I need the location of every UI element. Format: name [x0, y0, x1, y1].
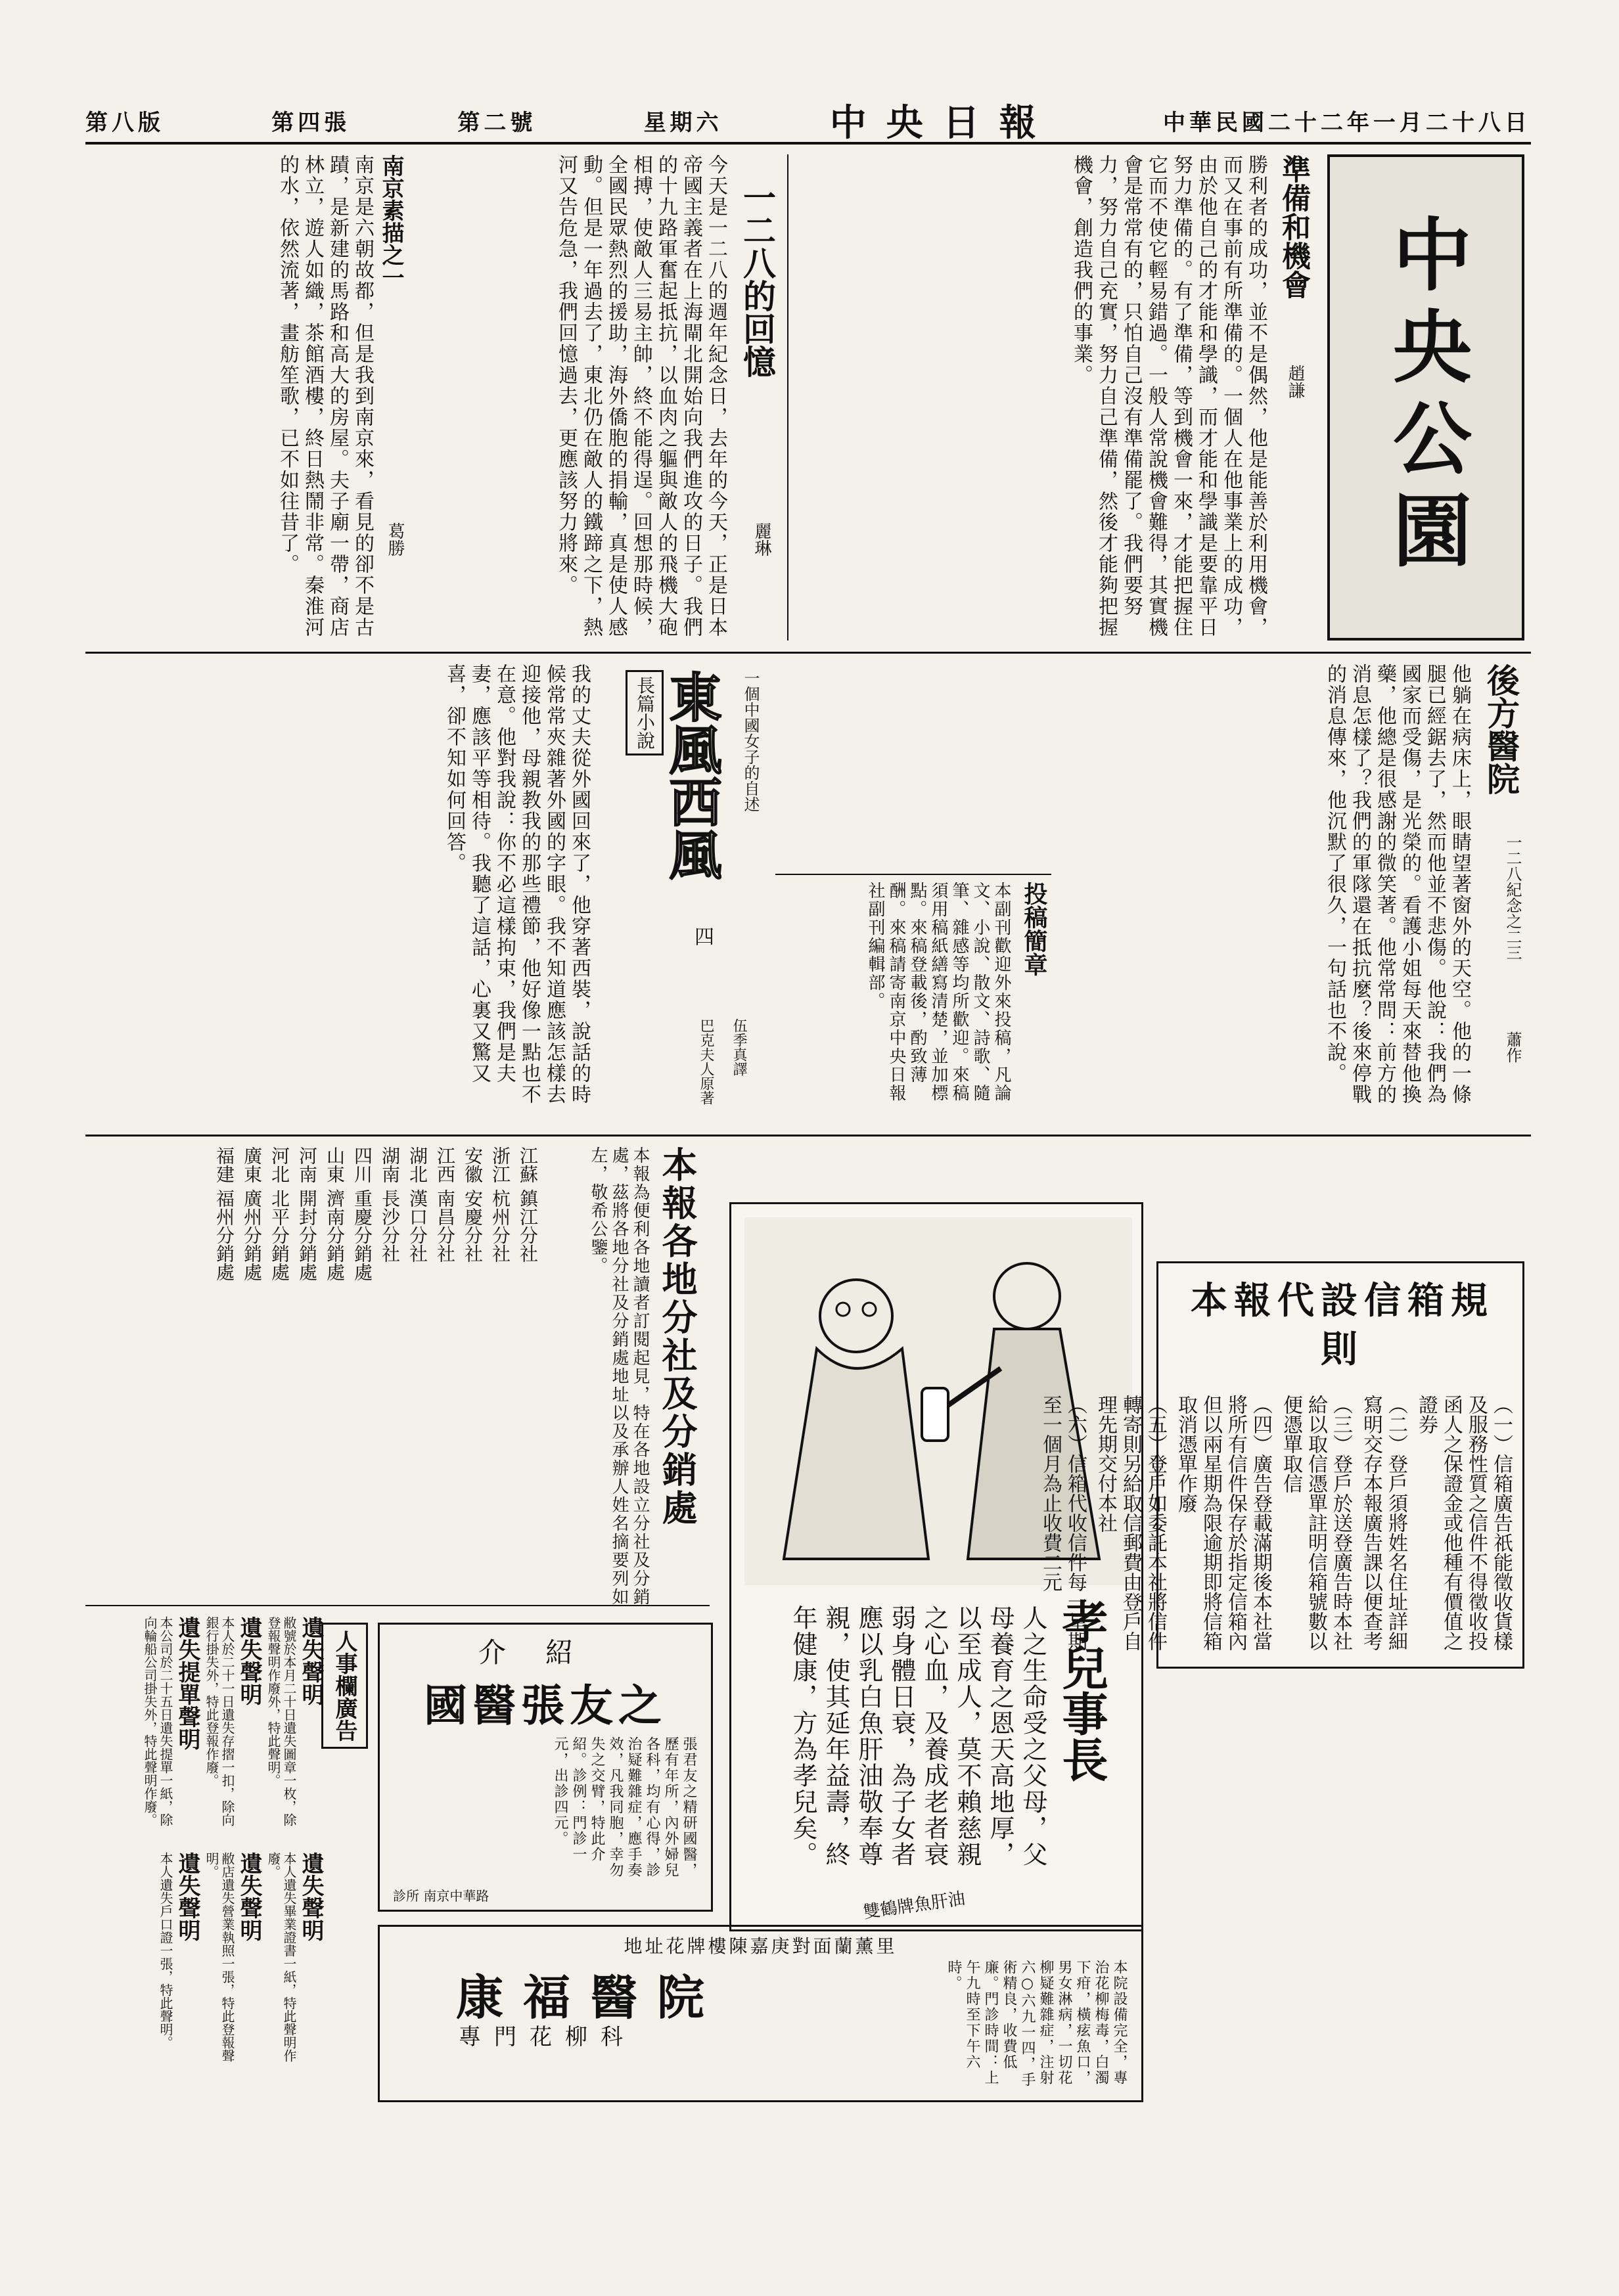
medicine-ad-title: 孝兒事長 — [1055, 1598, 1109, 1782]
novel-part: 四 — [691, 926, 714, 946]
clinic-address: 地址花牌樓陳嘉庚對面蘭薰里 — [624, 1935, 898, 1957]
classified-items — [92, 1616, 322, 2082]
article-title: 一二八的回憶 — [738, 181, 777, 378]
classified-text: 本人遺失畢業證書一紙，特此聲明作廢。 — [265, 1852, 297, 2062]
classified-text: 本公司於二十五日遺失提單一紙，除向輪船公司掛失外，特此聲明作廢。 — [142, 1616, 173, 1826]
novel-author: 巴克夫人原著 — [698, 1018, 714, 1105]
doctor-ad-heading: 介紹 — [478, 1636, 612, 1669]
classified-title: 遺失聲明 — [298, 1616, 324, 1705]
classified-title: 遺失聲明 — [236, 1852, 262, 1941]
article-body: 南京是六朝故都，但是我到南京來，看見的卻不是古蹟，是新建的馬路和高大的房屋。夫子廟一帶，商店林立，遊人如織，茶館酒樓，終日熱鬧非常。秦淮河的水，依然流著，畫舫笙歌，已不如往昔了。 — [276, 154, 374, 638]
classified-text: 敝號於本月二十日遺失圖章一枚，除登報聲明作廢外，特此聲明。 — [265, 1616, 297, 1826]
classified-item — [204, 1616, 260, 1839]
novel-subtitle: 一個中國女子的自述 — [741, 670, 760, 812]
mailbox-rule: （四）廣告登載滿期後本社當將所有信件保存於指定信箱內但以兩星期為限逾期即將信箱取消憑單作廢 — [1174, 1395, 1272, 1651]
novel-title: 東風西風 — [660, 670, 722, 880]
classified-title: 遺失聲明 — [174, 1852, 200, 1941]
article-title: 準備和機會 — [1277, 154, 1310, 299]
classified-text: 本人遺失戶口證一張，特此聲明。 — [158, 1852, 173, 2049]
notice-title: 投稿簡章 — [1020, 882, 1048, 976]
mailbox-rule: （五）登戶如委託本社將信件轉寄則另給取信郵費由登戶自理先期交付本社 — [1094, 1395, 1167, 1651]
article-author: 葛勝 — [385, 522, 405, 556]
mailbox-rule: （三）登戶於送登廣告時本社給以取信憑單註明信箱號數以便憑單取信 — [1279, 1395, 1352, 1651]
mailbox-rules-list — [1039, 1395, 1513, 1657]
park-title-box — [1327, 154, 1524, 641]
medicine-ad-caption: 雙鶴牌魚肝油 — [862, 1889, 967, 1923]
classified-title: 遺失提單聲明 — [174, 1616, 200, 1750]
clinic-ad — [378, 1925, 1143, 2102]
clinic-title: 康福醫院 — [455, 1970, 724, 2025]
branch-row: 四川 重慶分銷處 — [352, 1146, 373, 1281]
hospital-story — [1064, 664, 1524, 1123]
branch-row: 山東 濟南分銷處 — [324, 1146, 346, 1281]
branch-row: 江蘇 鎮江分社 — [517, 1146, 539, 1263]
story-title: 後方醫院 — [1482, 664, 1520, 795]
mailbox-title: 本報代設信箱規則 — [1191, 1279, 1494, 1371]
branch-row: 湖南 長沙分社 — [379, 1146, 401, 1263]
middle-section — [85, 657, 1531, 1137]
article-preparation — [802, 154, 1314, 641]
branches-rows — [92, 1146, 539, 1600]
article-body: 勝利者的成功，並不是偶然，他是能善於利用機會，而又在事前有所準備的。一個人在他事業上的成功，由於他自己的才能和學識，而才能和學識是要靠平日努力準備的。有了準備，等到機會一來，才能把握住它而不使它輕易錯過。一般人常說機會難得，其實機會是常常有的，只怕自己沒有準備罷了。我們要努力，努力自己充實，努力自己準備，然後才能夠把握機會，創造我們的事業。 — [1070, 154, 1267, 638]
classified-item — [265, 1852, 322, 2075]
clinic-text: 本院設備完全，專治花柳梅毒，白濁下疳，橫痃魚口，男女淋病，一切花柳疑難雜症，注射六○六九一四，手術精良，收費低廉。門診時間：上午九時至下午六時。 — [946, 1960, 1128, 2088]
doctor-ad-address: 診所 南京中華路 — [393, 1888, 490, 1904]
classified-text: 本人於二十一日遺失存摺一扣，除向銀行掛失外，特此登報作廢。 — [204, 1616, 235, 1826]
article-title: 南京素描之一 — [378, 154, 404, 288]
serial-novel — [99, 664, 762, 1123]
park-title: 中央公園 — [1380, 214, 1472, 581]
classifieds — [85, 1616, 368, 2089]
mailbox-rule: （一）信箱廣告祇能徵收貨樣及服務性質之信件不得徵收投函人之保證金或他種有價值之證券 — [1415, 1395, 1513, 1651]
article-author: 趙謙 — [1285, 365, 1305, 399]
mailbox-rule: （二）登戶須將姓名住址詳細寫明交存本報廣告課以便查考 — [1359, 1395, 1407, 1651]
branch-row: 河北 北平分銷處 — [269, 1146, 290, 1281]
story-subtitle: 一二八紀念之二三 — [1503, 834, 1522, 960]
branch-row: 江西 南昌分社 — [434, 1146, 456, 1263]
story-author: 蕭作 — [1503, 1031, 1522, 1063]
page-number: 第八版 — [85, 109, 164, 136]
classified-item — [142, 1616, 198, 1839]
branch-row: 安徽 安慶分社 — [462, 1146, 484, 1263]
doctor-ad-title: 國醫張友之 — [424, 1680, 667, 1731]
doctor-ad — [378, 1623, 713, 1912]
branches-list — [85, 1146, 710, 1606]
novel-body: 我的丈夫從外國回來了，他穿著西裝，說話的時候常常夾雜著外國的字眼。我不知道應該怎樣去迎接他，母親教我的那些禮節，他好像一點也不在意。他對我說：你不必這樣拘束，我們是夫妻，應該平等相待。我聽了這話，心裏又驚又喜，卻不知如何回答。 — [443, 664, 591, 1105]
issue-date: 中華民國二十二年一月二十八日 — [1162, 109, 1531, 136]
paper-name: 中央日報 — [829, 102, 1056, 145]
classified-title: 遺失聲明 — [236, 1616, 262, 1705]
classifieds-title: 人事欄廣告 — [321, 1623, 368, 1749]
section-label: 第四張 — [271, 109, 351, 136]
classified-item — [265, 1616, 322, 1839]
story-body: 他躺在病床上，眼睛望著窗外的天空。他的一條腿已經鋸去了，然而他並不悲傷。他說：我們為國家而受傷，是光榮的。看護小姐每天來替他換藥，他總是很感謝的微笑著。他常常問：前方的消息怎樣了？我們的軍隊還在抵抗麼？後來停戰的消息傳來，他沉默了很久，一句話也不說。 — [1323, 664, 1471, 1105]
novel-label: 長篇小說 — [626, 670, 664, 755]
novel-title-box — [604, 664, 762, 1005]
branch-row: 福建 福州分銷處 — [214, 1146, 235, 1281]
issue-number: 第二號 — [457, 109, 537, 136]
park-section — [85, 148, 1531, 654]
classified-item — [158, 1852, 198, 2075]
classified-title: 遺失聲明 — [298, 1852, 324, 1941]
branches-title: 本報各地分社及分銷處 — [656, 1146, 698, 1527]
notice-body: 本副刊歡迎外來投稿，凡論文、小說、散文、詩歌、隨筆、雜感等均所歡迎。來稿須用稿紙繕寫清楚，並加標點。來稿登載後，酌致薄酬。來稿請寄南京中央日報社副刊編輯部。 — [865, 882, 1011, 1102]
weekday: 星期六 — [643, 109, 723, 136]
branch-row: 浙江 杭州分社 — [490, 1146, 511, 1263]
mailbox-rule: （六）信箱代收信件每一星期至一個月為止收費二元 — [1039, 1395, 1087, 1651]
article-author: 麗琳 — [752, 522, 771, 556]
masthead — [85, 99, 1531, 145]
branch-row: 廣東 廣州分銷處 — [241, 1146, 263, 1281]
novel-translator: 伍季真譯 — [731, 1018, 747, 1076]
article-128 — [421, 154, 788, 641]
classified-text: 敝店遺失營業執照一張，特此登報聲明。 — [204, 1852, 235, 2062]
doctor-ad-text: 張君友之精研國醫，歷有年所，內外婦兒各科，均有心得，診治疑難雜症，應手奏效，凡我同胞，幸勿失之交臂，特此介紹。診例：門診一元，出診四元。 — [552, 1736, 697, 1878]
branches-intro: 本報為便利各地讀者訂閱起見，特在各地設立分社及分銷處，茲將各地分社及分銷處地址以及承辦人姓名摘要列如左，敬希公鑒。 — [588, 1146, 650, 1606]
branch-row: 河南 開封分銷處 — [296, 1146, 318, 1281]
article-body: 今天是一二八的週年紀念日，去年的今天，正是日本帝國主義者在上海閘北開始向我們進攻的日子。我們的十九路軍奮起抵抗，以血肉之軀與敵人的飛機大砲相搏，使敵人三易主帥，終不能得逞。回想那時候，全國民眾熱烈的援助，海外僑胞的捐輸，真是使人感動。但是一年過去了，東北仍在敵人的鐵蹄之下，熱河又告危急，我們回憶過去，更應該努力將來。 — [555, 154, 727, 638]
mailbox-rules — [1039, 1261, 1524, 1669]
medicine-ad-text: 人之生命受之父母，父母養育之恩天高地厚，以至成人，莫不賴慈親之心血，及養成老者衰弱身體日衰，為子女者應以乳白魚肝油敬奉尊親，使其延年益壽，終年健康，方為孝兒矣。 — [788, 1605, 1047, 1868]
branch-row: 湖北 漢口分社 — [407, 1146, 428, 1263]
submission-notice — [775, 874, 1051, 1123]
clinic-depts: 專門花柳科 — [459, 2024, 636, 2050]
article-nanjing — [92, 154, 407, 641]
classified-item — [204, 1852, 260, 2075]
